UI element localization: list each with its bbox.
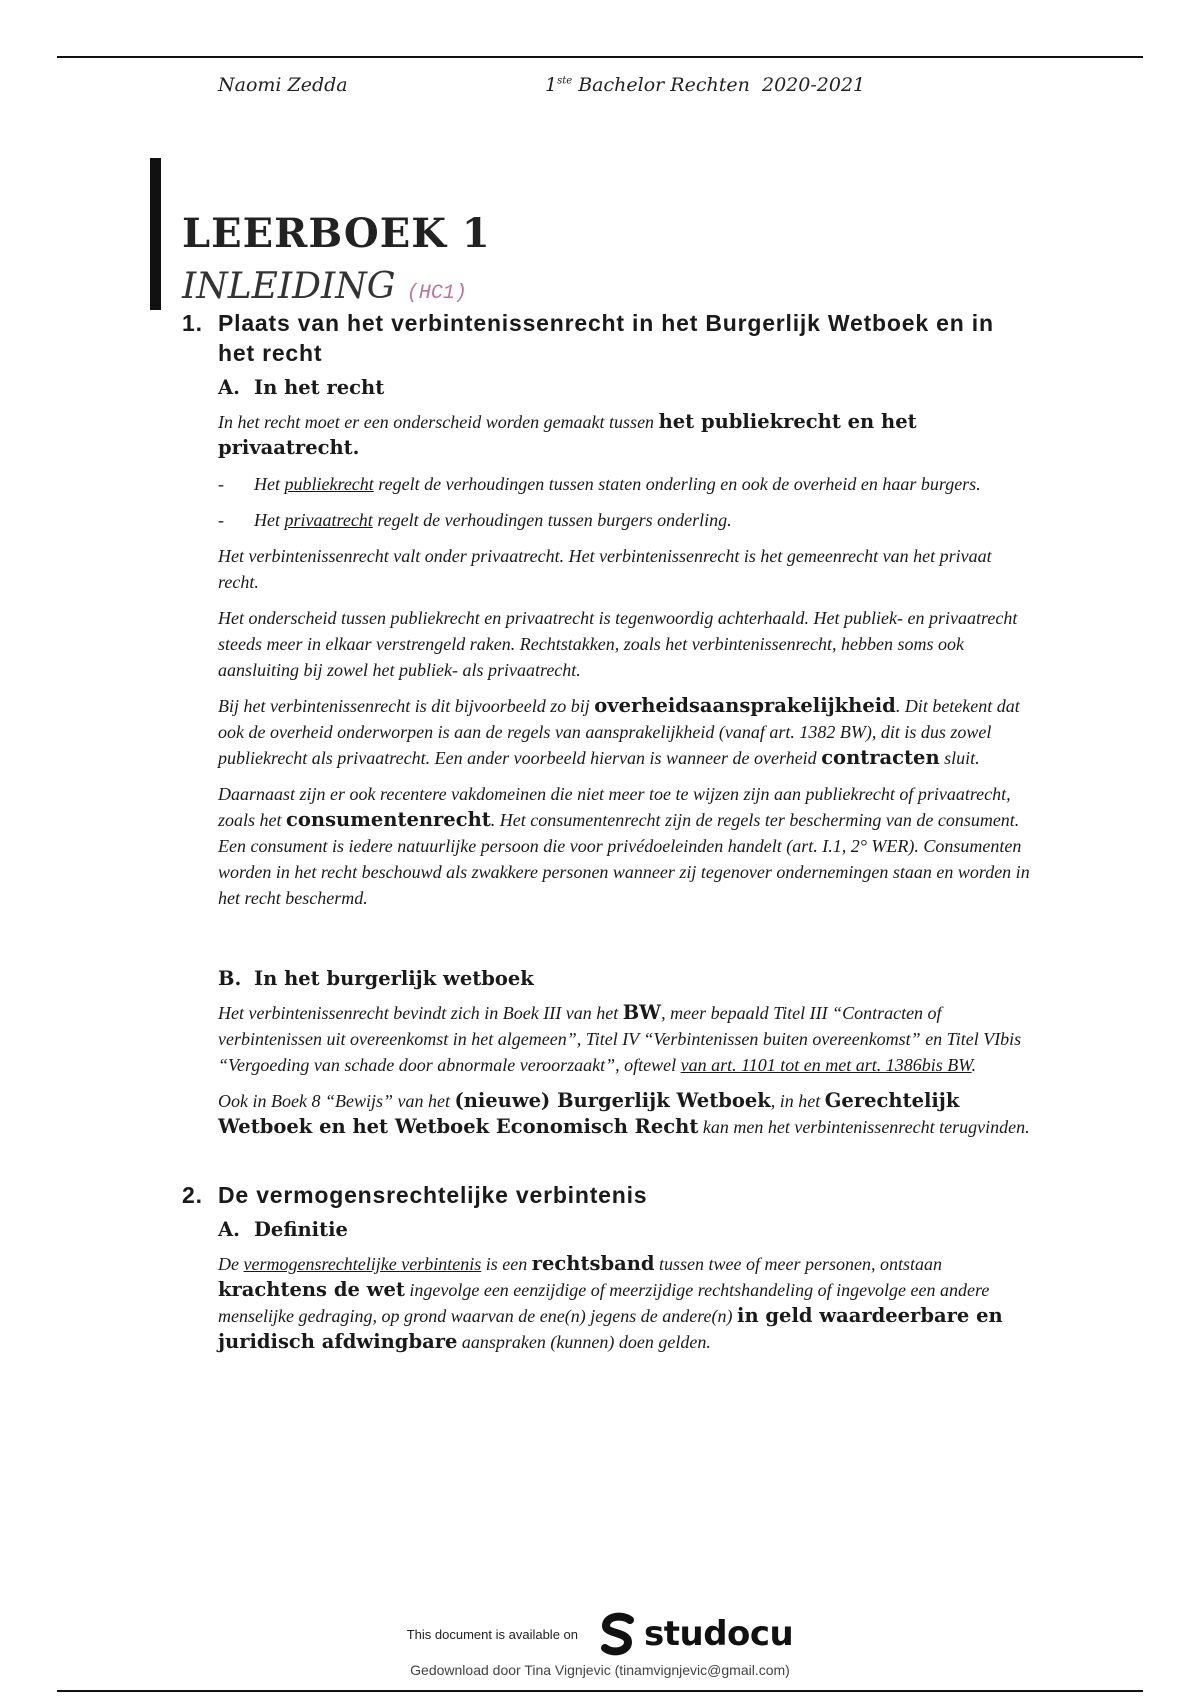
chapter-title: LEERBOEK 1 (182, 210, 491, 257)
bullet-list (218, 471, 1032, 533)
top-rule (57, 56, 1143, 58)
paragraph: Ook in Boek 8 “Bewijs” van het (nieuwe) Burgerlijk Wetboek, in het Gerechtelijk Wetboek en het Wetboek Economisch Recht kan men het verbintenissenrecht terugvinden. (218, 1089, 1030, 1138)
header-program: 1ste Bachelor Rechten (545, 74, 750, 96)
chapter-tag: (HC1) (406, 282, 467, 305)
subsection-heading: A. In het recht (218, 376, 385, 399)
bottom-rule (57, 1690, 1143, 1692)
paragraph: De vermogensrechtelijke verbintenis is een rechtsband tussen twee of meer personen, ontstaan krachtens de wet ingevolge een eenzijdige of meerzijdige rechtshandeling of ingevolge een andere menselijke gedraging, op grond waarvan de ene(n) jegens de andere(n) in geld waardeerbare en juridisch afdwingbare aanspraken (kunnen) doen gelden. (218, 1252, 1003, 1353)
studocu-logo-icon (600, 1612, 636, 1656)
chapter-bar (150, 158, 161, 310)
availability-text: This document is available on (406, 1626, 578, 1642)
chapter-subtitle: INLEIDING (HC1) (182, 266, 467, 307)
section-heading: 2. De vermogensrechtelijke verbintenis (182, 1182, 648, 1208)
subsection-heading: A. Definitie (218, 1218, 348, 1241)
subsection-heading: B. In het burgerlijk wetboek (218, 967, 534, 990)
studocu-wordmark: studocu (644, 1614, 794, 1654)
paragraph: Het onderscheid tussen publiekrecht en privaatrecht is tegenwoordig achterhaald. Het publiek- en privaatrecht steeds meer in elkaar verstrengeld raken. Rechtstakken, zoals het verbintenissenrecht, hebben soms ook aansluiting bij zowel het publiek- als privaatrecht. (218, 608, 1018, 680)
header-author: Naomi Zedda (218, 74, 348, 96)
studocu-logo[interactable] (600, 1612, 793, 1656)
footer (0, 1612, 1200, 1678)
header-academic-year: 2020-2021 (762, 74, 866, 96)
paragraph: In het recht moet er een onderscheid worden gemaakt tussen het publiekrecht en het privaatrecht. (218, 410, 917, 459)
download-text: Gedownload door Tina Vignjevic (tinamvignjevic@gmail.com) (410, 1662, 790, 1678)
paragraph: Bij het verbintenissenrecht is dit bijvoorbeeld zo bij overheidsaansprakelijkheid. Dit betekent dat ook de overheid onderworpen is aan de regels van aansprakelijkheid (vanaf art. 1382 BW), dit is dus zowel publiekrecht als privaatrecht. Een ander voorbeeld hiervan is wanneer de overheid contracten sluit. (218, 694, 1020, 769)
paragraph: Het verbintenissenrecht bevindt zich in Boek III van het BW, meer bepaald Titel III “Contracten of verbintenissen uit overeenkomst in het algemeen”, Titel IV “Verbintenissen buiten overeenkomst” en Titel VIbis “Vergoeding van schade door abnormale veroorzaakt”, oftewel van art. 1101 tot en met art. 1386bis BW. (218, 1001, 1022, 1075)
section-heading: 1. Plaats van het verbintenissenrecht in het Burgerlijk Wetboek en in het recht (182, 310, 994, 366)
paragraph: Daarnaast zijn er ook recentere vakdomeinen die niet meer toe te wijzen zijn aan publiekrecht of privaatrecht, zoals het consumentenrecht. Het consumentenrecht zijn de regels ter bescherming van de consument. Een consument is iedere natuurlijke persoon die voor privédoeleinden handelt (art. I.1, 2° WER). Consumenten worden in het recht beschouwd als zwakkere personen wanneer zij tegenover ondernemingen staan en worden in het recht beschermd. (218, 784, 1030, 908)
paragraph: Het verbintenissenrecht valt onder privaatrecht. Het verbintenissenrecht is het gemeenrecht van het privaat recht. (218, 546, 992, 592)
document-body (182, 308, 1032, 1365)
list-item: - Het privaatrecht regelt de verhoudingen tussen burgers onderling. (218, 510, 732, 530)
list-item: - Het publiekrecht regelt de verhoudingen tussen staten onderling en ook de overheid en haar burgers. (218, 474, 981, 494)
